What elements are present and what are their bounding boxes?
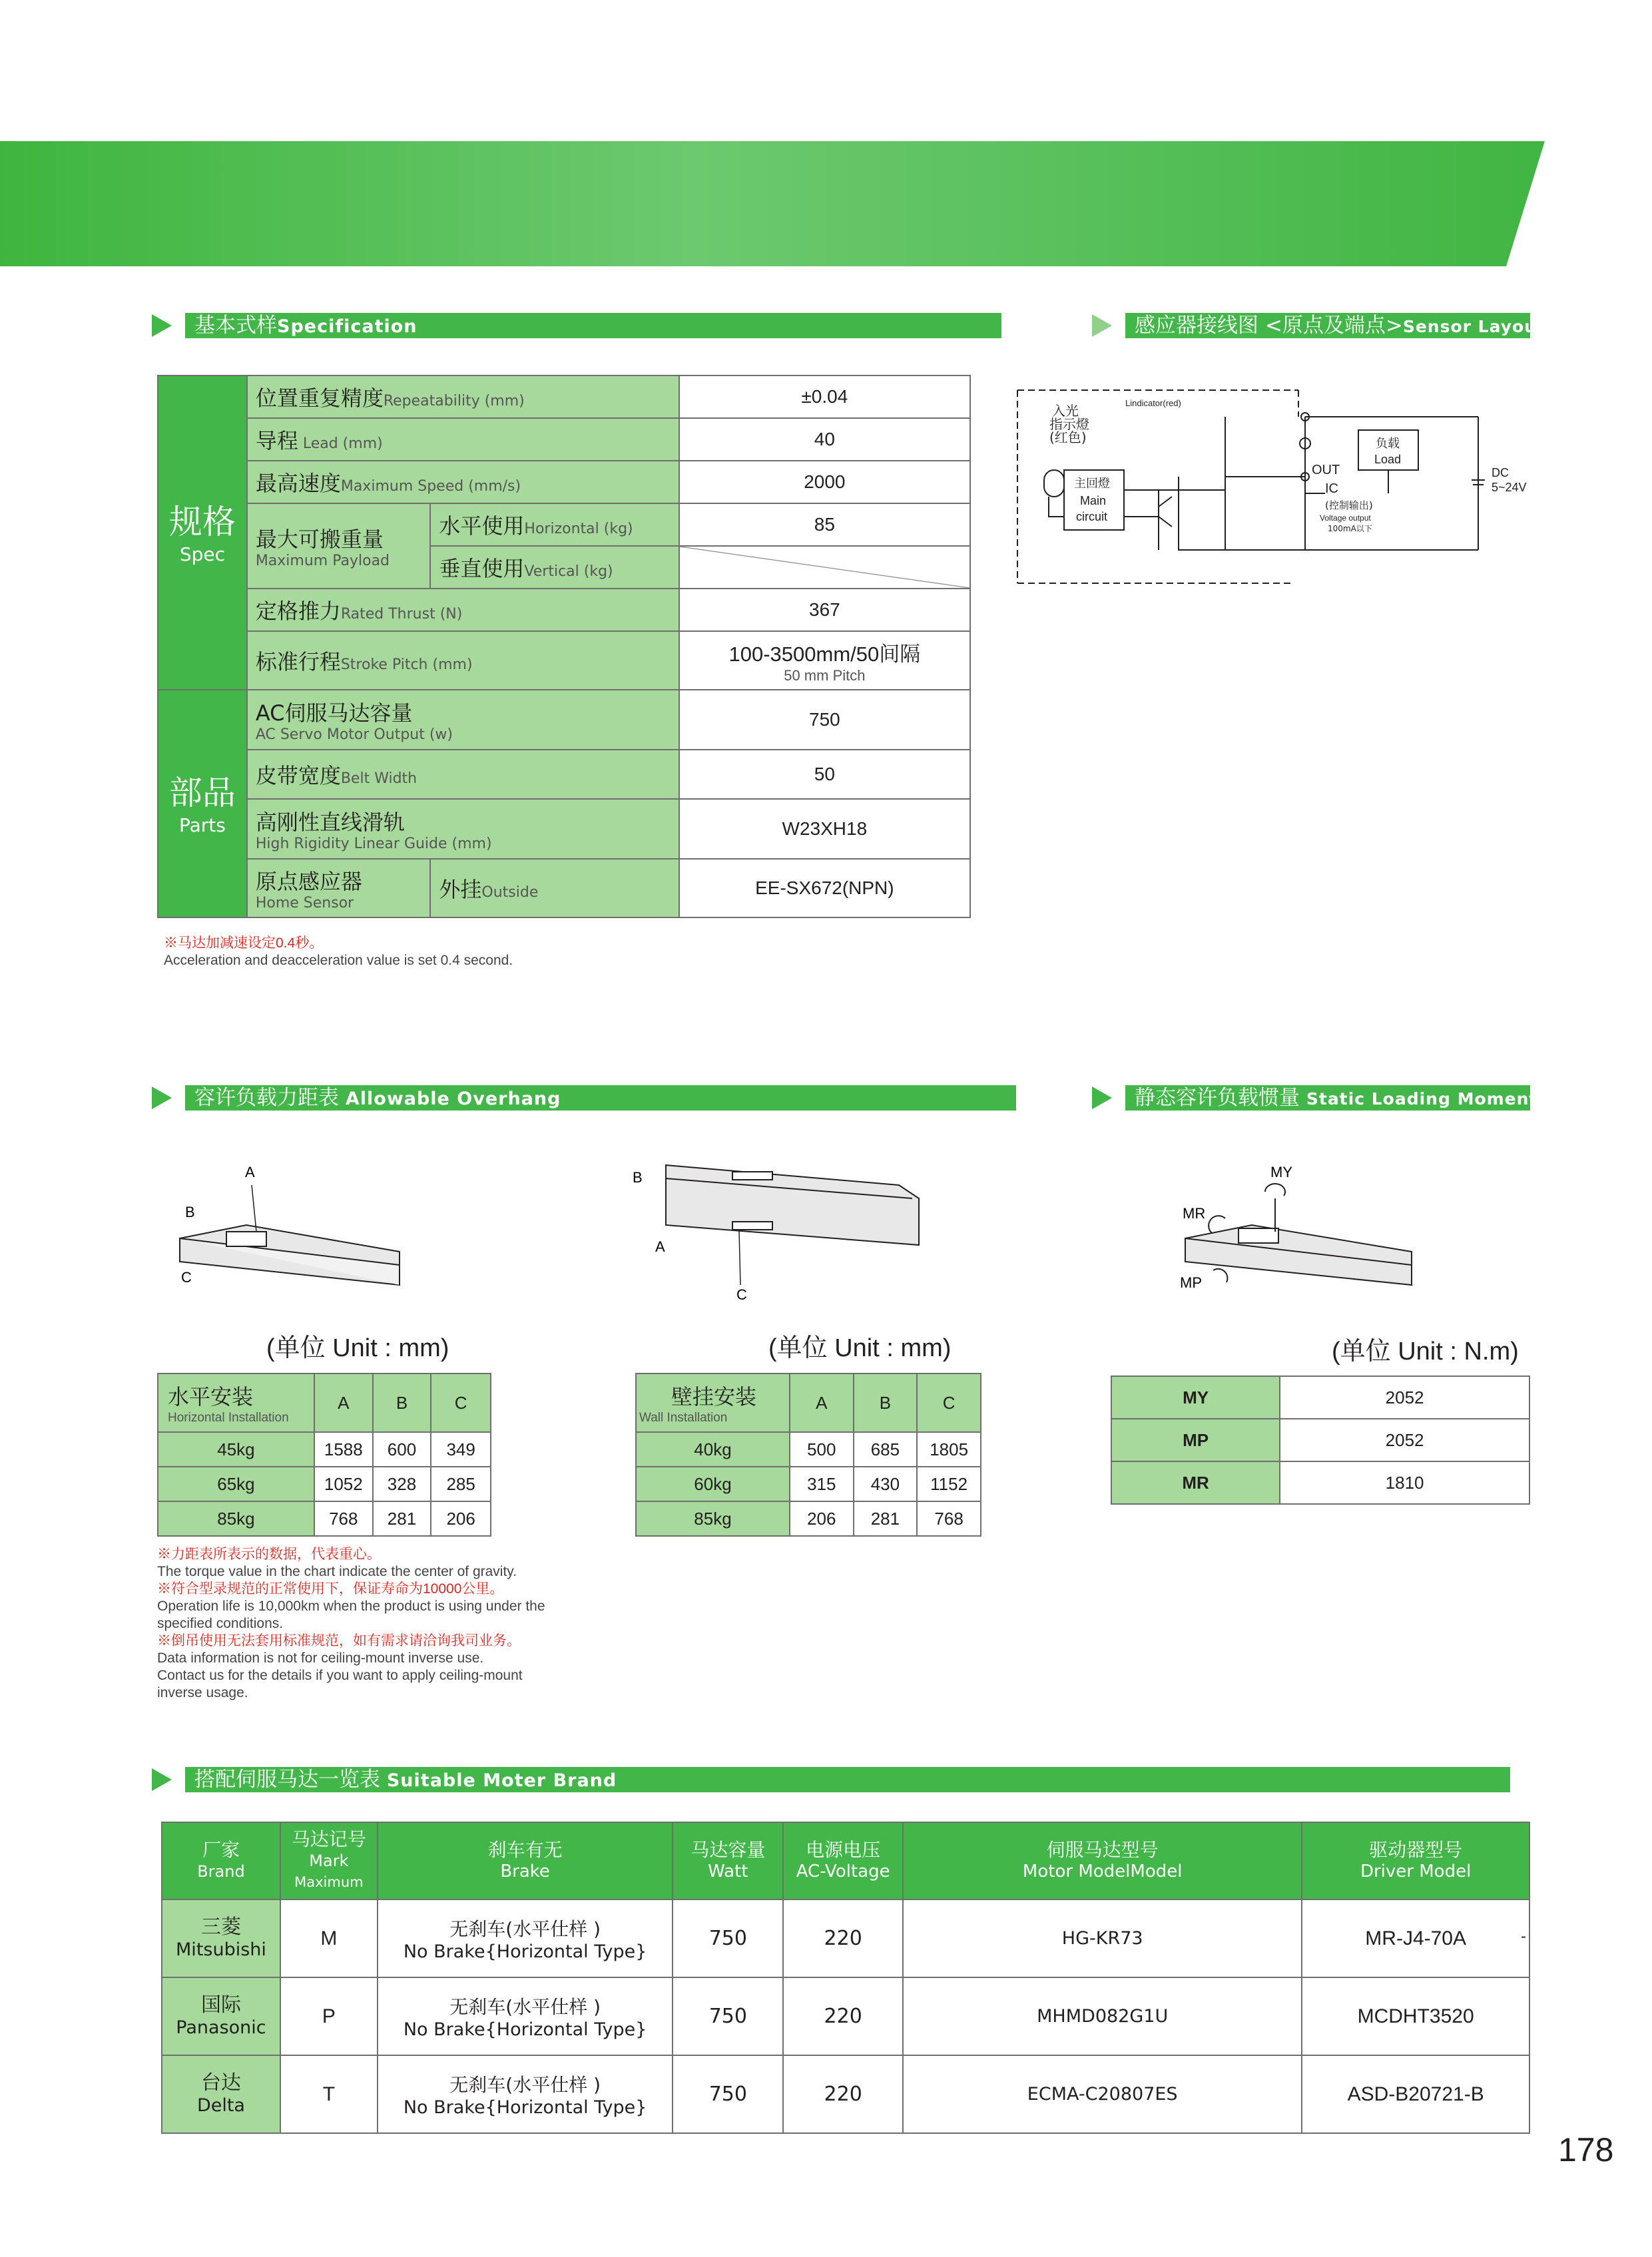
value-cell: 1805 bbox=[917, 1432, 981, 1467]
lead-label: 导程 Lead (mm) bbox=[247, 418, 679, 461]
table-row bbox=[162, 1977, 1529, 2055]
overhang-notes: ※力距表所表示的数据，代表重心。 The torque value in the chart indicate the center of gravity. ※符合型录规范的正常使用下，保证寿命为10000公里。 Operation life is 10,000km when the product is using under the specified conditions. ※倒吊使用无法套用标准规范，如有需求请洽询我司业务。 Data information is not for ceiling-mount inverse use. Contact us for the details if you want to apply ceiling-mount inverse usage. bbox=[157, 1547, 545, 1700]
value-cell: 285 bbox=[431, 1467, 491, 1501]
mark-cell: M bbox=[280, 1899, 378, 1977]
mark-cell: T bbox=[280, 2055, 378, 2133]
svg-text:DC: DC bbox=[1492, 466, 1509, 479]
max-speed-label: 最高速度Maximum Speed (mm/s) bbox=[247, 461, 679, 503]
table-row bbox=[636, 1501, 981, 1536]
motor-output-value: 750 bbox=[679, 690, 970, 750]
moment-value: 2052 bbox=[1280, 1419, 1529, 1461]
moment-key: MP bbox=[1111, 1419, 1280, 1461]
outside-label: 外挂Outside bbox=[430, 859, 679, 917]
triangle-icon bbox=[1092, 314, 1112, 337]
svg-text:MR: MR bbox=[1183, 1205, 1206, 1222]
spec-title-en: Specification bbox=[277, 316, 417, 337]
vertical-label: 垂直使用Vertical (kg) bbox=[430, 546, 679, 589]
value-cell: 600 bbox=[373, 1432, 431, 1467]
value-cell: 768 bbox=[917, 1501, 981, 1536]
wall-mount-illustration bbox=[626, 1158, 926, 1312]
horizontal-unit: (单位 Unit : mm) bbox=[266, 1334, 449, 1362]
parts-group-label: 部品 Parts bbox=[158, 690, 247, 917]
moment-key: MR bbox=[1111, 1461, 1280, 1504]
header-brand: 厂家 Brand bbox=[162, 1822, 280, 1899]
svg-text:入光: 入光 bbox=[1052, 403, 1079, 419]
payload-label: 最大可搬重量 Maximum Payload bbox=[247, 503, 431, 589]
overhang-section-title: 容许负载力距表 Allowable Overhang bbox=[152, 1085, 1016, 1111]
brake-cell: 无刹车(水平仕样 ) No Brake{Horizontal Type} bbox=[378, 2055, 673, 2133]
header-brake: 刹车有无 Brake bbox=[378, 1822, 673, 1899]
horizontal-label: 水平使用Horizontal (kg) bbox=[430, 503, 679, 546]
max-speed-value: 2000 bbox=[679, 461, 970, 503]
table-row bbox=[1111, 1461, 1529, 1504]
vertical-value bbox=[679, 546, 970, 589]
watt-cell: 750 bbox=[673, 1899, 783, 1977]
svg-text:主回燈: 主回燈 bbox=[1074, 477, 1110, 491]
driver-model-cell: MCDHT3520 bbox=[1302, 1977, 1529, 2055]
triangle-icon bbox=[1092, 1087, 1112, 1109]
spec-title-cn: 基本式样 bbox=[194, 314, 277, 338]
value-cell: 281 bbox=[854, 1501, 918, 1536]
motor-model-cell: MHMD082G1U bbox=[903, 1977, 1302, 2055]
horizontal-table-header: 水平安装 Horizontal Installation bbox=[158, 1374, 314, 1432]
home-sensor-label: 原点感应器 Home Sensor bbox=[247, 859, 431, 917]
table-row bbox=[158, 1501, 491, 1536]
svg-text:IC: IC bbox=[1325, 481, 1338, 496]
repeatability-value: ±0.04 bbox=[679, 376, 970, 418]
value-cell: 206 bbox=[431, 1501, 491, 1536]
svg-text:MP: MP bbox=[1180, 1274, 1202, 1291]
svg-text:Main: Main bbox=[1080, 494, 1107, 507]
table-row bbox=[1111, 1419, 1529, 1461]
motor-section-title: 搭配伺服马达一览表 Suitable Moter Brand bbox=[152, 1767, 1510, 1792]
repeatability-label: 位置重复精度Repeatability (mm) bbox=[247, 376, 679, 418]
voltage-cell: 220 bbox=[783, 1899, 903, 1977]
motor-model-cell: ECMA-C20807ES bbox=[903, 2055, 1302, 2133]
triangle-icon bbox=[152, 1087, 172, 1109]
header-mark: 马达记号 Mark Maximum bbox=[280, 1822, 378, 1899]
svg-text:Load: Load bbox=[1374, 453, 1402, 466]
col-a-header: A bbox=[314, 1374, 373, 1432]
svg-text:5~24V: 5~24V bbox=[1492, 481, 1527, 494]
value-cell: 430 bbox=[854, 1467, 918, 1501]
table-row bbox=[162, 1899, 1529, 1977]
watt-cell: 750 bbox=[673, 1977, 783, 2055]
header-driver-model: 驱动器型号 Driver Model bbox=[1302, 1822, 1529, 1899]
svg-text:C: C bbox=[181, 1269, 192, 1286]
driver-model-cell: MR-J4-70A - bbox=[1302, 1899, 1529, 1977]
home-sensor-value: EE-SX672(NPN) bbox=[679, 859, 970, 917]
stroke-value: 100-3500mm/50间隔 50 mm Pitch bbox=[679, 631, 970, 690]
wall-overhang-table bbox=[635, 1373, 981, 1537]
brand-cell: 国际 Panasonic bbox=[162, 1977, 280, 2055]
svg-text:MY: MY bbox=[1270, 1164, 1292, 1180]
svg-text:(红色): (红色) bbox=[1049, 429, 1087, 445]
svg-text:负载: 负载 bbox=[1376, 437, 1400, 451]
table-row bbox=[636, 1467, 981, 1501]
load-cell: 40kg bbox=[636, 1432, 790, 1467]
sensor-section-title: 感应器接线图 <原点及端点>Sensor Layout bbox=[1092, 313, 1530, 338]
svg-text:Lindicator(red): Lindicator(red) bbox=[1125, 398, 1181, 408]
moment-key: MY bbox=[1111, 1376, 1280, 1419]
svg-text:100mA以下: 100mA以下 bbox=[1328, 524, 1372, 533]
linear-guide-value: W23XH18 bbox=[679, 799, 970, 859]
load-cell: 45kg bbox=[158, 1432, 314, 1467]
svg-text:C: C bbox=[736, 1286, 747, 1303]
svg-text:circuit: circuit bbox=[1076, 510, 1108, 523]
value-cell: 1152 bbox=[917, 1467, 981, 1501]
value-cell: 328 bbox=[373, 1467, 431, 1501]
horizontal-mount-illustration bbox=[166, 1158, 419, 1305]
svg-text:(控制输出): (控制输出) bbox=[1325, 499, 1373, 511]
motor-brand-table bbox=[161, 1822, 1530, 2134]
table-row bbox=[1111, 1376, 1529, 1419]
col-a-header: A bbox=[790, 1374, 854, 1432]
svg-text:指示燈: 指示燈 bbox=[1049, 416, 1089, 432]
value-cell: 281 bbox=[373, 1501, 431, 1536]
spec-note: ※马达加减速设定0.4秒。 Acceleration and deacceleration value is set 0.4 second. bbox=[164, 935, 513, 968]
svg-text:OUT: OUT bbox=[1312, 463, 1340, 477]
svg-text:A: A bbox=[245, 1164, 255, 1180]
mark-cell: P bbox=[280, 1977, 378, 2055]
wall-unit: (单位 Unit : mm) bbox=[768, 1334, 952, 1362]
svg-text:Voltage output: Voltage output bbox=[1320, 513, 1371, 523]
brand-cell: 三菱 Mitsubishi bbox=[162, 1899, 280, 1977]
watt-cell: 750 bbox=[673, 2055, 783, 2133]
value-cell: 685 bbox=[854, 1432, 918, 1467]
motor-model-cell: HG-KR73 bbox=[903, 1899, 1302, 1977]
value-cell: 315 bbox=[790, 1467, 854, 1501]
load-cell: 60kg bbox=[636, 1467, 790, 1501]
moment-value: 2052 bbox=[1280, 1376, 1529, 1419]
belt-width-value: 50 bbox=[679, 750, 970, 799]
value-cell: 768 bbox=[314, 1501, 373, 1536]
header-motor-model: 伺服马达型号 Motor ModelModel bbox=[903, 1822, 1302, 1899]
static-moment-table bbox=[1111, 1376, 1530, 1505]
voltage-cell: 220 bbox=[783, 1977, 903, 2055]
motor-output-label: AC伺服马达容量 AC Servo Motor Output (w) bbox=[247, 690, 679, 750]
page-number: 178 bbox=[1558, 2131, 1614, 2168]
svg-text:B: B bbox=[633, 1169, 643, 1186]
wall-table-header: 壁挂安装 Wall Installation bbox=[636, 1374, 790, 1432]
col-c-header: C bbox=[431, 1374, 491, 1432]
col-b-header: B bbox=[854, 1374, 918, 1432]
brake-cell: 无刹车(水平仕样 ) No Brake{Horizontal Type} bbox=[378, 1899, 673, 1977]
table-row bbox=[162, 2055, 1529, 2133]
spec-table bbox=[157, 375, 971, 918]
load-cell: 65kg bbox=[158, 1467, 314, 1501]
col-b-header: B bbox=[373, 1374, 431, 1432]
lead-value: 40 bbox=[679, 418, 970, 461]
driver-model-cell: ASD-B20721-B bbox=[1302, 2055, 1529, 2133]
brake-cell: 无刹车(水平仕样 ) No Brake{Horizontal Type} bbox=[378, 1977, 673, 2055]
static-moment-illustration bbox=[1172, 1158, 1432, 1312]
svg-text:B: B bbox=[185, 1204, 195, 1220]
brand-cell: 台达 Delta bbox=[162, 2055, 280, 2133]
horizontal-overhang-table bbox=[157, 1373, 491, 1537]
voltage-cell: 220 bbox=[783, 2055, 903, 2133]
table-row bbox=[636, 1432, 981, 1467]
table-row bbox=[158, 1432, 491, 1467]
sensor-wiring-diagram bbox=[1012, 383, 1545, 597]
spec-section-title bbox=[152, 313, 1001, 338]
svg-text:A: A bbox=[655, 1238, 665, 1255]
value-cell: 1588 bbox=[314, 1432, 373, 1467]
value-cell: 500 bbox=[790, 1432, 854, 1467]
load-cell: 85kg bbox=[158, 1501, 314, 1536]
spec-group-label: 规格 Spec bbox=[158, 376, 247, 690]
header-banner bbox=[0, 141, 1545, 266]
header-voltage: 电源电压 AC-Voltage bbox=[783, 1822, 903, 1899]
table-row bbox=[158, 1467, 491, 1501]
belt-width-label: 皮带宽度Belt Width bbox=[247, 750, 679, 799]
triangle-icon bbox=[152, 314, 172, 337]
load-cell: 85kg bbox=[636, 1501, 790, 1536]
value-cell: 349 bbox=[431, 1432, 491, 1467]
value-cell: 1052 bbox=[314, 1467, 373, 1501]
rated-thrust-value: 367 bbox=[679, 589, 970, 631]
triangle-icon bbox=[152, 1768, 172, 1791]
rated-thrust-label: 定格推力Rated Thrust (N) bbox=[247, 589, 679, 631]
stroke-label: 标准行程Stroke Pitch (mm) bbox=[247, 631, 679, 690]
horizontal-value: 85 bbox=[679, 503, 970, 546]
moment-value: 1810 bbox=[1280, 1461, 1529, 1504]
col-c-header: C bbox=[917, 1374, 981, 1432]
static-section-title: 静态容许负载惯量 Static Loading Moment bbox=[1092, 1085, 1530, 1111]
header-watt: 马达容量 Watt bbox=[673, 1822, 783, 1899]
static-unit: (单位 Unit : N.m) bbox=[1332, 1338, 1519, 1366]
linear-guide-label: 高刚性直线滑轨 High Rigidity Linear Guide (mm) bbox=[247, 799, 679, 859]
value-cell: 206 bbox=[790, 1501, 854, 1536]
